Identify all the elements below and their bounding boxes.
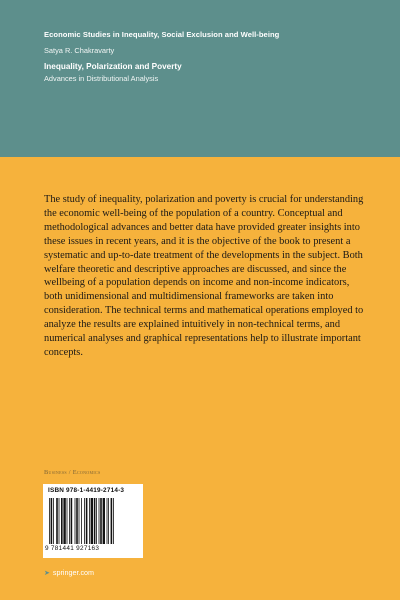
chevron-right-icon: ➤ xyxy=(44,570,50,577)
author-name: Satya R. Chakravarty xyxy=(44,46,115,55)
barcode-image xyxy=(48,498,138,544)
book-description: The study of inequality, polarization and poverty is crucial for understanding the economic well-being of the population of a country. Conceptual and methodological advances and better data have provided greater insights into these issues in recent years, and it is the objective of the book to present a systematic and up-to-date treatment of the developments in the subject. Both welfare theoretic and descriptive approaches are discussed, and since the wellbeing of a population depends on income and non-income indicators, both unidimensional and multidimensional frameworks are taken into consideration. The technical terms and mathematical operations employed to analyze the results are explained intuitively in non-technical terms, and numerical analyses and graphical representations help to illustrate important concepts. xyxy=(44,194,364,358)
barcode-panel xyxy=(43,484,143,558)
isbn-label: ISBN 978-1-4419-2714-3 xyxy=(48,487,125,494)
book-title: Inequality, Polarization and Poverty xyxy=(44,62,182,71)
series-title: Economic Studies in Inequality, Social Exclusion and Well-being xyxy=(44,30,280,39)
website-label: springer.com xyxy=(52,568,95,577)
barcode-digits: 9 781441 927163 xyxy=(45,545,100,552)
book-subtitle: Advances in Distributional Analysis xyxy=(44,74,159,83)
publisher-website[interactable] xyxy=(44,568,94,577)
subject-category: Business / Economics xyxy=(44,469,101,476)
